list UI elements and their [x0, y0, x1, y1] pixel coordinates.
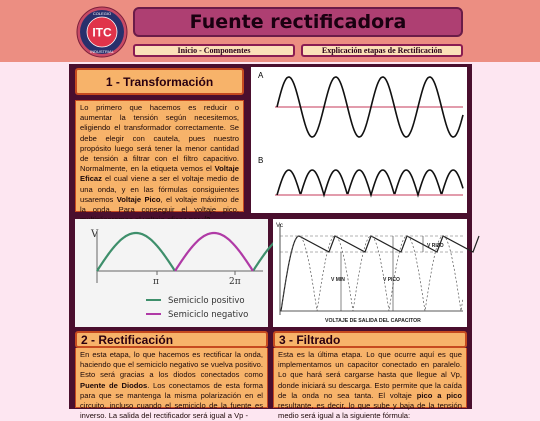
text-part: Esta es la última etapa. Lo que ocurre aquí es que implementamos un capacitor conectado en paralelo. Lo que hará será cargarse hasta que llegue al Vp, donde iniciará su descarga. Esto permite que la caída de la onda no sea tanta. El voltaje [278, 350, 462, 400]
text-part: Lo primero que hacemos es reducir o aumentar la tensión según necesitemos, eligiendo el transformador correctamente. Se debe elegir con cautela, pues nuestro propósito luego será tener la menor cantidad de tensión a filtrar con el filtro capacitivo. Normalmente, en la etiqueta vemos el [80, 103, 239, 174]
section-text-filtrado [273, 348, 467, 421]
nav-bar [133, 44, 463, 57]
section-text-transformacion [75, 100, 244, 215]
logo-ring-top: COLEGIO [92, 11, 112, 16]
label-a: A [258, 71, 264, 80]
tick-label-2pi: 2π [229, 277, 241, 287]
text-part: , el voltaje máximo de la onda. Para conseguir el voltaje pico, [80, 194, 239, 215]
section-text-rectificacion [75, 348, 268, 421]
capacitor-output-figure [273, 219, 467, 327]
text-part: . Los conectamos de esta forma para que se mantenga la misma polarización en el circuito, incluso cuando el semiciclo de la fuente es inverso. La salida del rectificador será igual a Vp - [80, 380, 263, 421]
text-part: resultante, es decir, lo que sube y baja de la tensión medio será igual a la siguiente fórmula: [278, 401, 462, 421]
rectified-wave-figure [75, 219, 268, 327]
rect-axis-v: V [91, 229, 99, 240]
text-part: En esta etapa, lo que hacemos es rectificar la onda, haciendo que el semiciclo negativo se vuelva positivo. Esto será gracias a los diodos conectados como [80, 350, 263, 380]
logo-center-text: ITC [92, 25, 112, 40]
section-title-filtrado: 3 - Filtrado [273, 331, 467, 348]
label-vpico: V PICO [383, 277, 400, 283]
sine-wave-b [277, 170, 463, 195]
text-bold-voltaje-eficaz: Voltaje Eficaz [80, 164, 239, 184]
label-vmin: V MIN [331, 277, 345, 283]
text-bold-voltaje-pico: Voltaje Pico [116, 194, 161, 204]
legend-negative: Semiciclo negativo [168, 310, 249, 320]
label-b: B [258, 156, 264, 165]
tick-label-pi: π [153, 277, 159, 287]
negative-semicycle-wave [175, 233, 253, 271]
text-part: el cual viene a ser el voltaje medio de una onda, y en las fórmulas consiguientes usaremos [80, 174, 239, 204]
transformer-waveform-figure [251, 67, 467, 213]
school-logo[interactable] [76, 6, 128, 58]
filter-caption: VOLTAJE DE SALIDA DEL CAPACITOR [325, 318, 421, 324]
filter-axis-vc: Vc [276, 223, 284, 229]
label-vrizo: V RIZO [427, 243, 444, 249]
nav-link-explicacion[interactable]: Explicación etapas de Rectificación [301, 44, 463, 57]
text-bold-pico-a-pico: pico a pico [416, 390, 462, 400]
logo-ring-bottom: INDUSTRIAL [90, 49, 114, 54]
page-title: Fuente rectificadora [133, 7, 463, 37]
section-title-transformacion: 1 - Transformación [75, 68, 244, 95]
nav-link-inicio[interactable]: Inicio - Componentes [133, 44, 295, 57]
legend-positive: Semiciclo positivo [168, 296, 245, 306]
text-bold-puente-diodos: Puente de Diodos [80, 380, 148, 390]
section-title-rectificacion: 2 - Rectificación [75, 331, 268, 348]
